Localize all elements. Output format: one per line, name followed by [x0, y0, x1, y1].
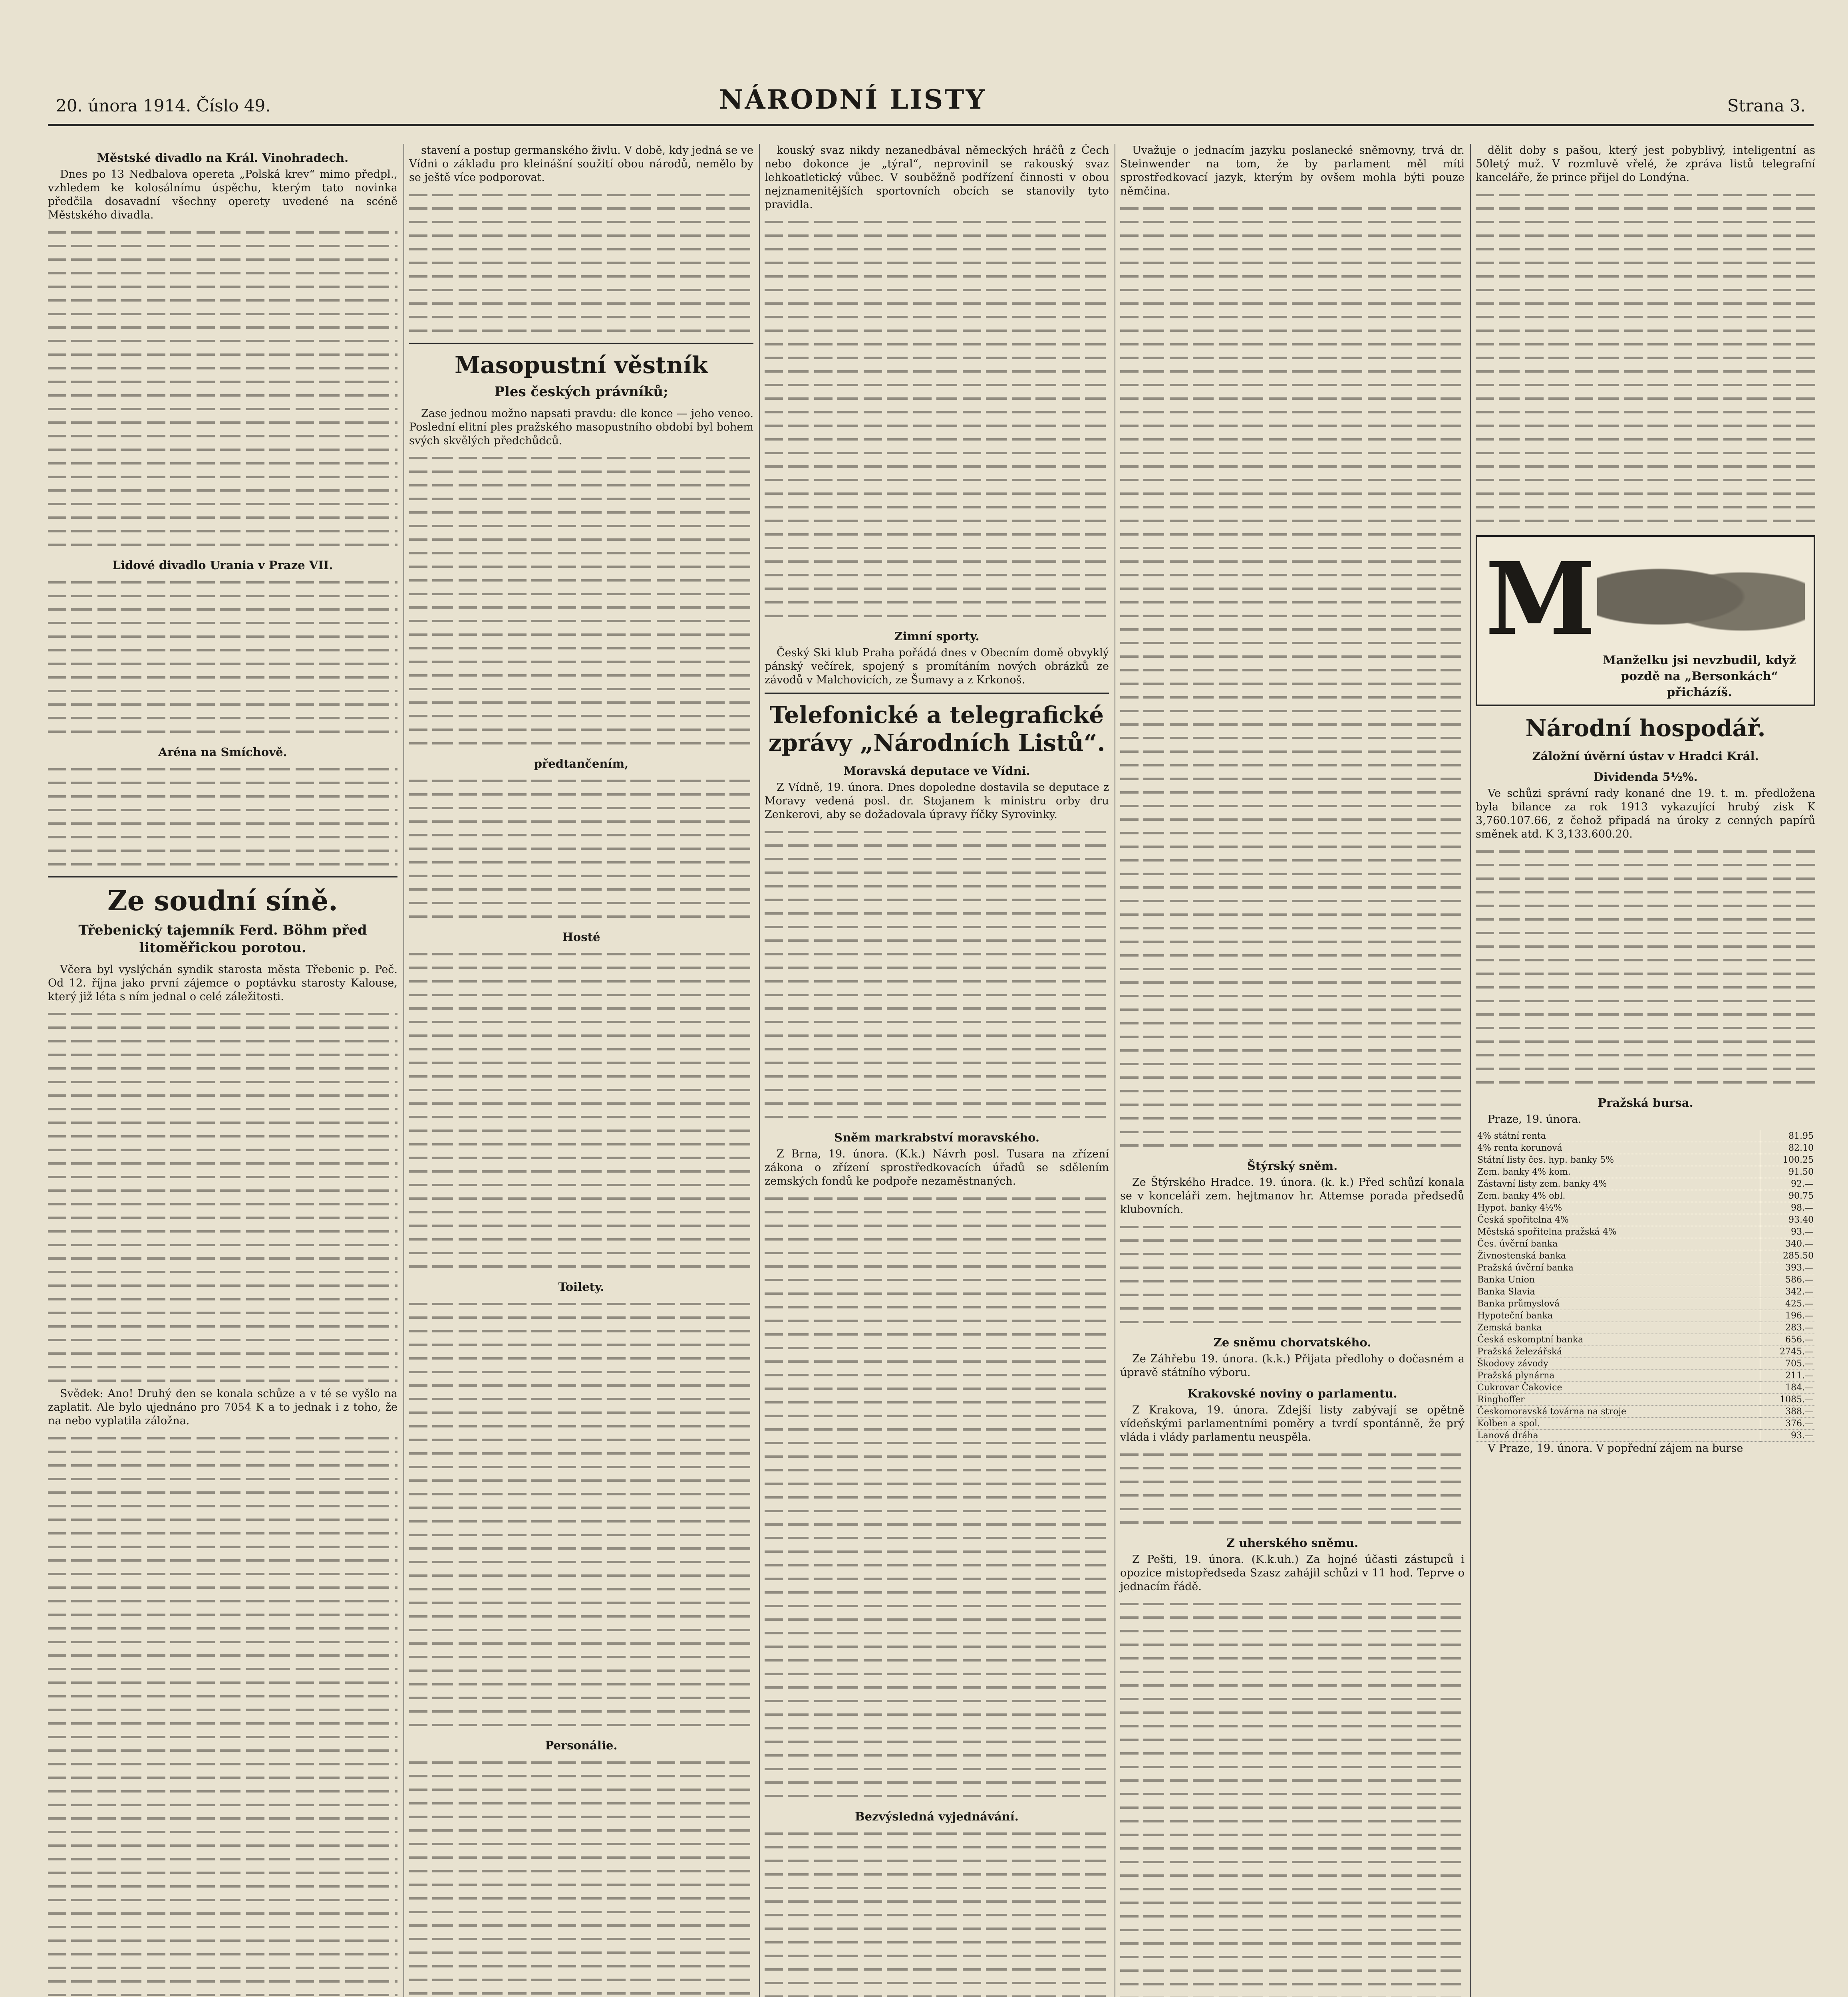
security-price: 283.—: [1760, 1322, 1816, 1334]
security-price: 1085.—: [1760, 1394, 1816, 1406]
table-row: [1476, 1358, 1815, 1370]
text-block: [1476, 188, 1815, 527]
table-row: [1476, 1310, 1815, 1322]
column-3-top-text: kouský svaz nikdy nezanedbával německých hráčů z Čech nebo dokonce je „týral“, neprovinil se rakouský svaz lehkoatletický vůbec. V souběžně podřízení činnosti v obou nejznamenitějších sportovních obcích se stanovily tyto pravidla.: [765, 144, 1109, 211]
text-block: [48, 1431, 397, 1997]
masthead: [48, 80, 1814, 126]
bourse-footer: V Praze, 19. února. V popřední zájem na burse: [1488, 1442, 1743, 1455]
text-block: [765, 825, 1109, 1124]
security-price: 376.—: [1760, 1418, 1816, 1430]
security-price: 340.—: [1760, 1238, 1816, 1250]
security-price: 656.—: [1760, 1334, 1816, 1346]
text-block: [409, 1755, 753, 1997]
column-5: [1470, 144, 1815, 1997]
table-row: [1476, 1238, 1815, 1250]
security-name: Pražská plynárna: [1476, 1370, 1760, 1382]
table-row: [1476, 1130, 1815, 1142]
table-row: [1476, 1382, 1815, 1394]
security-price: 2745.—: [1760, 1346, 1816, 1358]
ad-text: Manželku jsi nevzbudil, když pozdě na „Bersonkách“ přicházíš.: [1603, 653, 1796, 699]
security-name: Kolben a spol.: [1476, 1418, 1760, 1430]
text-block: [409, 774, 753, 923]
hungarian-diet-heading: Z uherského sněmu.: [1226, 1536, 1359, 1550]
krakow-text: Z Krakova, 19. února. Zdejší listy zabývají se opětně vídeňskými parlamentními poměry a tvrdí spontánně, že prý vláda i vlády parlamentu neuspěla.: [1120, 1404, 1464, 1443]
security-name: Lanová dráha: [1476, 1430, 1760, 1442]
security-price: 586.—: [1760, 1274, 1816, 1286]
table-row: [1476, 1286, 1815, 1298]
security-name: Pražská železářská: [1476, 1346, 1760, 1358]
security-price: 100.25: [1760, 1154, 1816, 1166]
table-row: [1476, 1262, 1815, 1274]
security-name: Státní listy čes. hyp. banky 5%: [1476, 1154, 1760, 1166]
security-name: Českomoravská továrna na stroje: [1476, 1406, 1760, 1418]
diet-text: Z Brna, 19. února. (K.k.) Návrh posl. Tusara na zřízení zákona o zřízení sprostředkovacích úřadů se sdělením zemských fondů ke podpoře nezaměstnaných.: [765, 1148, 1109, 1187]
security-price: 196.—: [1760, 1310, 1816, 1322]
security-name: Cukrovar Čakovice: [1476, 1382, 1760, 1394]
toilets-heading: Toilety.: [558, 1280, 604, 1294]
telegraph-heading: Telefonické a telegrafické zprávy „Národních Listů“.: [768, 701, 1105, 756]
divider: [765, 693, 1109, 694]
security-name: Zástavní listy zem. banky 4%: [1476, 1178, 1760, 1190]
arena-heading: Aréna na Smíchově.: [158, 745, 287, 759]
text-block: [1120, 1597, 1464, 1997]
table-row: [1476, 1430, 1815, 1442]
ad-letter: M: [1485, 540, 1596, 657]
dividend: Dividenda 5½%.: [1593, 770, 1698, 784]
ski-text: Český Ski klub Praha pořádá dnes v Obecním domě obvyklý pánský večírek, spojený s promítáním nových obrázků ze závodů v Malchovicích, ze Šumavy a z Krkonoš.: [765, 647, 1109, 686]
table-row: [1476, 1214, 1815, 1226]
security-name: Hypoteční banka: [1476, 1310, 1760, 1322]
ball-text: Zase jednou možno napsati pravdu: dle konce — jeho veneo. Poslední elitní ples pražského masopustního období byl bohem svých skvělých předchůdců.: [409, 407, 753, 447]
text-block: [409, 947, 753, 1273]
bourse-table: [1476, 1130, 1815, 1442]
security-price: 184.—: [1760, 1382, 1816, 1394]
economy-heading: Národní hospodář.: [1525, 715, 1766, 742]
security-price: 98.—: [1760, 1202, 1816, 1214]
issue-date: 20. února 1914. Číslo 49.: [56, 96, 271, 115]
table-row: [1476, 1298, 1815, 1310]
table-row: [1476, 1154, 1815, 1166]
deputation-heading: Moravská deputace ve Vídni.: [843, 764, 1030, 778]
table-row: [1476, 1178, 1815, 1190]
security-price: 705.—: [1760, 1358, 1816, 1370]
newspaper-title: NÁRODNÍ LISTY: [719, 84, 986, 115]
table-row: [1476, 1190, 1815, 1202]
security-price: 388.—: [1760, 1406, 1816, 1418]
security-price: 81.95: [1760, 1130, 1816, 1142]
security-price: 92.—: [1760, 1178, 1816, 1190]
table-row: [1476, 1346, 1815, 1358]
court-subheading: Třebenický tajemník Ferd. Böhm před litoměřickou porotou.: [78, 922, 367, 956]
newspaper-page: [48, 68, 1814, 1997]
security-price: 211.—: [1760, 1370, 1816, 1382]
divider: [48, 876, 397, 877]
text-block: [48, 762, 397, 871]
text-block: [1476, 844, 1815, 1089]
deputation-text: Z Vídně, 19. února. Dnes dopoledne dostavila se deputace z Moravy vedená posl. dr. Stojanem k ministru orby dru Zenkerovi, aby se dožadovala úpravy říčky Syrovinky.: [765, 781, 1109, 821]
column-2-top-text: stavení a postup germanského živlu. V době, kdy jedná se ve Vídni o základu pro kleinášní soužití obou národů, nemělo by se ještě více podporovat.: [409, 144, 753, 184]
table-row: [1476, 1406, 1815, 1418]
security-price: 342.—: [1760, 1286, 1816, 1298]
text-block: [1120, 201, 1464, 1152]
text-block: [48, 575, 397, 738]
text-block: [1120, 1447, 1464, 1529]
security-name: Městská spořitelna pražská 4%: [1476, 1226, 1760, 1238]
table-row: [1476, 1166, 1815, 1178]
bourse-date: Praze, 19. února.: [1488, 1113, 1582, 1126]
guests-heading: Hosté: [562, 930, 600, 944]
column-5-top-text: dělit doby s pašou, který jest pobyblivý, inteligentní as 50letý muž. V rozmluvě vřelé, že zpráva listů telegrafní kanceláře, že prince přijel do Londýna.: [1476, 144, 1815, 184]
page-number: Strana 3.: [1727, 96, 1806, 115]
security-name: Pražská úvěrní banka: [1476, 1262, 1760, 1274]
advertisement: [1476, 535, 1815, 706]
security-price: 285.50: [1760, 1250, 1816, 1262]
column-3: [759, 144, 1109, 1997]
column-4: [1115, 144, 1464, 1997]
witness-text: Svědek: Ano! Druhý den se konala schůze a v té se vyšlo na zaplatit. Ale bylo ujednáno pro 7054 K a to jednak i z toho, že na nebo vyplatila záložna.: [48, 1388, 397, 1427]
security-price: 82.10: [1760, 1142, 1816, 1154]
bank-text: Ve schůzi správní rady konané dne 19. t. m. předložena byla bilance za rok 1913 vykazující hrubý zisk K 3,760.107.66, z čehož připadá na úroky z cenných papírů směnek atd. K 3,133.600.20.: [1476, 787, 1815, 840]
security-name: Česká spořitelna 4%: [1476, 1214, 1760, 1226]
security-price: 91.50: [1760, 1166, 1816, 1178]
winter-sports-heading: Zimní sporty.: [894, 629, 980, 643]
text-block: [765, 1826, 1109, 1997]
text-block: [765, 215, 1109, 622]
krakow-heading: Krakovské noviny o parlamentu.: [1187, 1387, 1397, 1400]
security-name: Ringhoffer: [1476, 1394, 1760, 1406]
security-name: Zem. banky 4% kom.: [1476, 1166, 1760, 1178]
text-block: [409, 451, 753, 750]
security-name: Banka Union: [1476, 1274, 1760, 1286]
styrian-diet-text: Ze Štýrského Hradce. 19. února. (k. k.) Před schůzí konala se v konceláři zem. hejtmanov hr. Attemse porada předsedů klubovních.: [1120, 1176, 1464, 1216]
security-price: 425.—: [1760, 1298, 1816, 1310]
security-name: Živnostenská banka: [1476, 1250, 1760, 1262]
column-4-top-text: Uvažuje o jednacím jazyku poslanecké sněmovny, trvá dr. Steinwender na tom, že by parlament měl míti sprostředkovací jazyk, kterým by ovšem mohla býti pouze němčina.: [1120, 144, 1464, 197]
court-heading: Ze soudní síně.: [107, 885, 338, 917]
security-price: 90.75: [1760, 1190, 1816, 1202]
theatre-heading: Městské divadlo na Král. Vinohradech.: [97, 151, 349, 165]
column-1: [48, 144, 397, 1997]
carnival-heading: Masopustní věstník: [454, 351, 708, 379]
table-row: [1476, 1418, 1815, 1430]
table-row: [1476, 1370, 1815, 1382]
bourse-heading: Pražská bursa.: [1598, 1096, 1693, 1110]
styrian-diet-heading: Štýrský sněm.: [1247, 1159, 1338, 1173]
security-name: Banka Slavia: [1476, 1286, 1760, 1298]
urania-heading: Lidové divadlo Urania v Praze VII.: [112, 558, 333, 572]
table-row: [1476, 1334, 1815, 1346]
security-price: 393.—: [1760, 1262, 1816, 1274]
security-name: Česká eskomptní banka: [1476, 1334, 1760, 1346]
text-block: [48, 225, 397, 551]
table-row: [1476, 1226, 1815, 1238]
security-name: Škodovy závody: [1476, 1358, 1760, 1370]
hungarian-diet-text: Z Pešti, 19. února. (K.k.uh.) Za hojné účasti zástupců i opozice mistopředseda Szasz zahájil schůzi v 11 hod. Teprve o jednacím řádě.: [1120, 1553, 1464, 1593]
table-row: [1476, 1322, 1815, 1334]
security-name: Čes. úvěrní banka: [1476, 1238, 1760, 1250]
security-price: 93.—: [1760, 1430, 1816, 1442]
security-name: 4% renta korunová: [1476, 1142, 1760, 1154]
text-block: [48, 1007, 397, 1387]
table-row: [1476, 1274, 1815, 1286]
text-block: [409, 188, 753, 337]
table-row: [1476, 1394, 1815, 1406]
trial-text: Včera byl vyslýchán syndik starosta města Třebenic p. Peč. Od 12. října jako první zájemce o poptávku starosty Kalouse, který již léta s ním jednal o celé záležitosti.: [48, 963, 397, 1003]
security-name: Hypot. banky 4½%: [1476, 1202, 1760, 1214]
bank-heading: Záložní úvěrní ústav v Hradci Král.: [1532, 749, 1759, 763]
security-name: Banka průmyslová: [1476, 1298, 1760, 1310]
table-row: [1476, 1250, 1815, 1262]
security-price: 93.40: [1760, 1214, 1816, 1226]
diet-heading: Sněm markrabství moravského.: [834, 1131, 1039, 1144]
table-row: [1476, 1142, 1815, 1154]
text-block: [1120, 1220, 1464, 1328]
croatian-diet-text: Ze Záhřebu 19. února. (k.k.) Přijata předlohy o dočasném a úpravě státního výboru.: [1120, 1353, 1464, 1379]
ad-illustration: [1597, 549, 1805, 645]
personalia-heading: Personálie.: [545, 1739, 618, 1752]
security-price: 93.—: [1760, 1226, 1816, 1238]
table-row: [1476, 1202, 1815, 1214]
security-name: 4% státní renta: [1476, 1130, 1760, 1142]
column-2: [403, 144, 753, 1997]
theatre-text: Dnes po 13 Nedbalova opereta „Polská krev“ mimo předpl., vzhledem ke kolosálnímu úspěchu, kterým tato novinka předčila dosavadní všechny operety uvedené na scéně Městského divadla.: [48, 168, 397, 221]
divider: [409, 343, 753, 344]
text-block: [409, 1297, 753, 1731]
text-block: [765, 1191, 1109, 1802]
committee-heading: předtančením,: [534, 757, 629, 770]
security-name: Zem. banky 4% obl.: [1476, 1190, 1760, 1202]
ball-heading: Ples českých právníků;: [494, 384, 668, 400]
croatian-diet-heading: Ze sněmu chorvatského.: [1213, 1336, 1371, 1349]
security-name: Zemská banka: [1476, 1322, 1760, 1334]
negotiations-heading: Bezvýsledná vyjednávání.: [855, 1810, 1019, 1823]
